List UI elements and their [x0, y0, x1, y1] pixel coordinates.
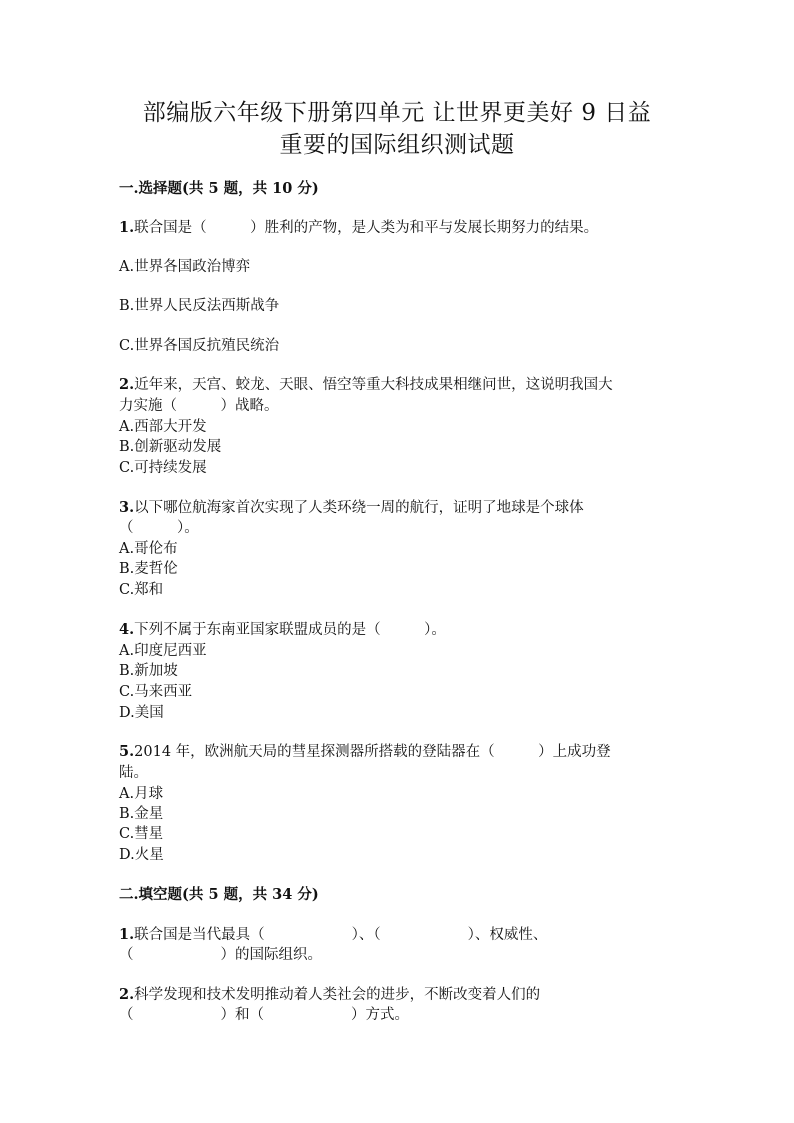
question-number: 5. — [119, 743, 135, 760]
question-text: 以下哪位航海家首次实现了人类环绕一周的航行，证明了地球是个球体 — [134, 500, 584, 516]
option-a: A.西部大开发 — [119, 419, 207, 435]
option-a: A.世界各国政治博弈 — [119, 259, 251, 275]
question-2 — [119, 375, 613, 395]
question-4 — [119, 620, 446, 640]
question-text: 科学发现和技术发明推动着人类社会的进步，不断改变着人们的 — [134, 987, 541, 1003]
option-d: D.美国 — [119, 705, 164, 721]
option-c: C.世界各国反抗殖民统治 — [119, 338, 280, 354]
page-title-line2: 重要的国际组织测试题 — [279, 132, 515, 158]
question-text: 下列不属于东南亚国家联盟成员的是（ ）。 — [134, 622, 446, 638]
question-3-cont: （ ）。 — [119, 520, 199, 536]
question-number: 2. — [119, 986, 135, 1003]
option-b: B.麦哲伦 — [119, 561, 178, 577]
question-number: 3. — [119, 499, 135, 516]
question-3 — [119, 498, 584, 518]
option-b: B.世界人民反法西斯战争 — [119, 298, 280, 314]
option-a: A.哥伦布 — [119, 541, 178, 557]
fill-question-2-cont: （ ）和（ ）方式。 — [119, 1007, 409, 1023]
fill-question-2 — [119, 985, 540, 1005]
option-c: C.马来西亚 — [119, 684, 193, 700]
fill-question-1 — [119, 925, 547, 945]
option-b: B.金星 — [119, 806, 164, 822]
question-number: 1. — [119, 926, 135, 943]
question-text: 联合国是当代最具（ ）、（ ）、权威性、 — [134, 927, 548, 943]
section-heading-choice: 一.选择题(共 5 题，共 10 分) — [119, 180, 319, 197]
question-text: 联合国是（ ）胜利的产物，是人类为和平与发展长期努力的结果。 — [134, 220, 599, 236]
question-number: 2. — [119, 376, 135, 393]
option-d: D.火星 — [119, 847, 164, 863]
fill-question-1-cont: （ ）的国际组织。 — [119, 947, 322, 963]
option-c: C.彗星 — [119, 826, 164, 842]
option-c: C.郑和 — [119, 582, 164, 598]
question-text: 2014 年，欧洲航天局的彗星探测器所搭载的登陆器在（ ）上成功登 — [134, 744, 611, 760]
question-number: 4. — [119, 621, 135, 638]
page-title-line1: 部编版六年级下册第四单元 让世界更美好 9 日益 — [142, 100, 652, 126]
option-a: A.月球 — [119, 786, 164, 802]
section-heading-fill: 二.填空题(共 5 题，共 34 分) — [119, 886, 319, 903]
question-1 — [119, 218, 598, 238]
option-b: B.新加坡 — [119, 663, 178, 679]
question-5 — [119, 742, 611, 762]
question-number: 1. — [119, 219, 135, 236]
option-a: A.印度尼西亚 — [119, 643, 207, 659]
option-c: C.可持续发展 — [119, 460, 207, 476]
question-2-cont: 力实施（ ）战略。 — [119, 398, 279, 414]
option-b: B.创新驱动发展 — [119, 439, 222, 455]
question-5-cont: 陆。 — [119, 765, 148, 781]
question-text: 近年来，天宫、蛟龙、天眼、悟空等重大科技成果相继问世，这说明我国大 — [134, 377, 613, 393]
